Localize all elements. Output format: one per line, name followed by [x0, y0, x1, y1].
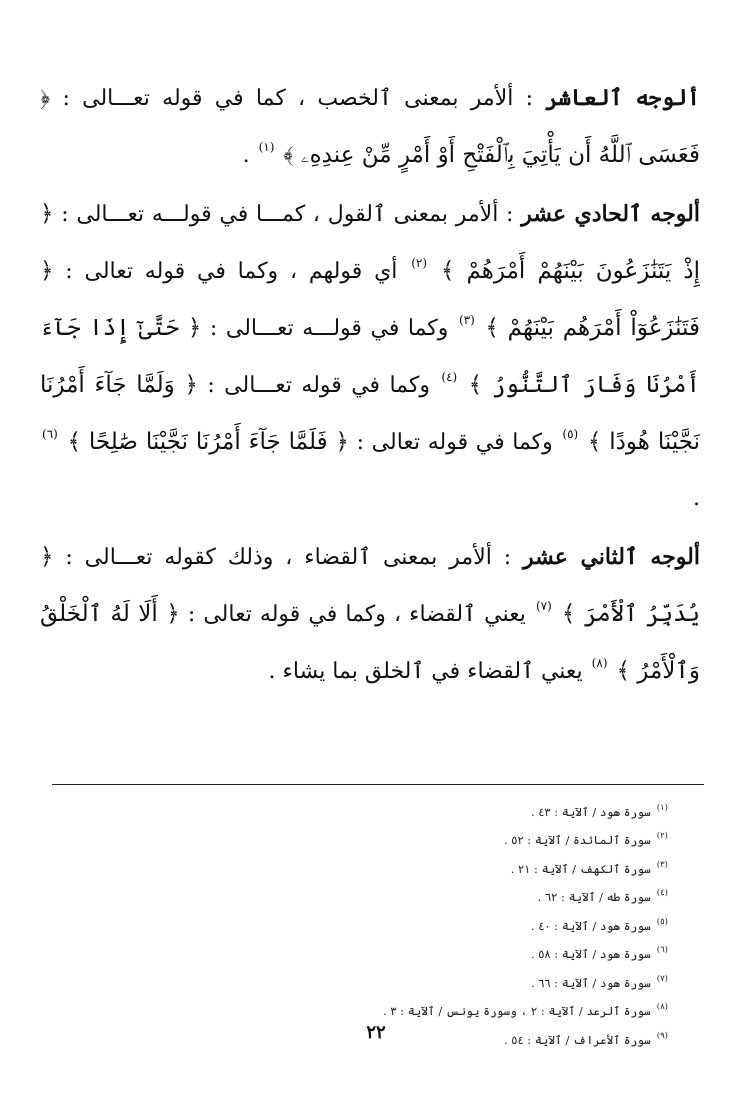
footnote-marker: (٤) [441, 370, 458, 385]
footnote-item [52, 967, 668, 995]
footnote-marker: (٥) [562, 427, 579, 442]
footnote-text: سورة ٱلرعد / ٱلآية : ٢ ، وسورة يونس / ٱلآية : ٣ . [383, 1004, 651, 1018]
footnote-number: (٦) [656, 945, 668, 956]
footnote-item [52, 796, 668, 824]
paragraph-heading: ألوجه ٱلحادي عشر [521, 201, 700, 227]
paragraph [40, 186, 700, 527]
footnote-marker: (١) [258, 140, 275, 155]
quran-quote: ﴿ وَلَمَّا جَآءَ أَمْرُنَا نَجَّيْنَا هُودًا ﴾ [40, 372, 701, 455]
footnote-marker: (٢) [411, 256, 428, 271]
text-run [554, 602, 562, 627]
footnote-number: (٥) [656, 916, 668, 927]
footnote-item [52, 995, 668, 1023]
text-run: وكما في قوله تعـــالى : [197, 373, 440, 398]
footnote-marker: (٧) [535, 599, 552, 614]
text-run: أي قولهم ، وكما في قوله تعالى : [53, 259, 410, 284]
text-run [459, 373, 468, 398]
text-run: : ألأمر بمعنى ٱلخصب ، كما في قوله تعـــالى : [50, 86, 546, 111]
footnote-item [52, 881, 668, 909]
footnote-number: (٨) [656, 1002, 668, 1013]
quran-quote: ﴿ حَتَّىٰٓ إِذَا جَآءَ أَمْرُنَا وَفَارَ ٱلتَّنُّورُ ﴾ [40, 315, 700, 398]
footnote-text: سورة طه / ٱلآية : ٦٢ . [537, 890, 651, 905]
footnote-number: (٤) [656, 888, 668, 899]
quran-quote: ﴿ يُدَبِّرُ ٱلْأَمْرَ ﴾ [40, 544, 701, 627]
quran-quote: ﴿ فَلَمَّا جَآءَ أَمْرُنَا نَجَّيْنَا صَٰلِحًا ﴾ [67, 429, 349, 455]
footnote-item [52, 938, 668, 966]
footnote-marker: (٦) [42, 427, 58, 442]
paragraph [40, 70, 700, 184]
text-run [429, 259, 441, 284]
paragraph-heading: ألوجه ٱلعاشر [545, 85, 700, 111]
text-run [610, 659, 617, 684]
text-run: . [242, 143, 257, 168]
footnote-number: (٩) [656, 1030, 668, 1041]
text-run: يعني ٱلقضاء ، وكما في قوله تعالى : [179, 602, 534, 627]
text-run: وكما في قولـــه تعـــالى : [201, 316, 457, 341]
footnote-item [52, 853, 668, 881]
footnote-item [52, 824, 668, 852]
footnote-item [52, 910, 668, 938]
page-number: ٢٢ [366, 1022, 386, 1043]
footnote-number: (١) [656, 803, 668, 813]
footnote-text: سورة هود / ٱلآية : ٥٨ . [530, 947, 651, 962]
paragraph [40, 529, 700, 700]
footnote-text: سورة ٱلأعراف / ٱلآية : ٥٤ . [503, 1032, 651, 1047]
text-run: : ألأمر بمعنى ٱلقضاء ، وذلك كقوله تعـــالى : [53, 545, 524, 570]
footnotes-list [52, 796, 668, 1052]
text-run: : ألأمر بمعنى ٱلقول ، كمـــا في قولـــه تعـــالى : [53, 202, 522, 227]
footnote-divider [52, 784, 704, 785]
main-text [40, 70, 700, 700]
footnote-number: (٢) [656, 831, 668, 842]
text-run: يعني ٱلقضاء في ٱلخلق بما يشاء . [268, 659, 590, 684]
quran-quote: ﴿ فَتَنَٰزَعُوٓاْ أَمْرَهُم بَيْنَهُمْ ﴾ [40, 258, 700, 341]
text-run [580, 430, 588, 455]
footnote-text: سورة هود / ٱلآية : ٦٦ . [530, 975, 651, 990]
footnote-text: سورة هود / ٱلآية : ٤٣ . [530, 804, 651, 819]
footnote-text: سورة ٱلمائدة / ٱلآية : ٥٢ . [503, 833, 651, 848]
footnote-text: سورة ٱلكهف / ٱلآية : ٢١ . [510, 861, 651, 876]
quran-quote: ﴿ إِذْ يَتَنَٰزَعُونَ بَيْنَهُمْ أَمْرَهُمْ ﴾ [40, 201, 700, 284]
footnote-marker: (٨) [591, 656, 608, 671]
footnote-number: (٣) [656, 859, 668, 870]
footnote-marker: (٣) [458, 313, 475, 328]
paragraph-heading: ألوجه ٱلثاني عشر [523, 544, 700, 570]
quran-quote: ﴿ فَعَسَى ٱللَّهُ أَن يَأْتِيَ بِٱلْفَتْحِ أَوْ أَمْرٍ مِّنْ عِندِهِۦ ﴾ [40, 85, 700, 168]
text-run: وكما في قوله تعالى : [348, 430, 561, 455]
quran-quote: ﴿ أَلَا لَهُ ٱلْخَلْقُ وَٱلْأَمْرُ ﴾ [40, 601, 700, 684]
footnote-text: سورة هود / ٱلآية : ٤٠ . [530, 918, 651, 933]
footnote-number: (٧) [656, 973, 668, 984]
text-run: . [693, 486, 700, 511]
